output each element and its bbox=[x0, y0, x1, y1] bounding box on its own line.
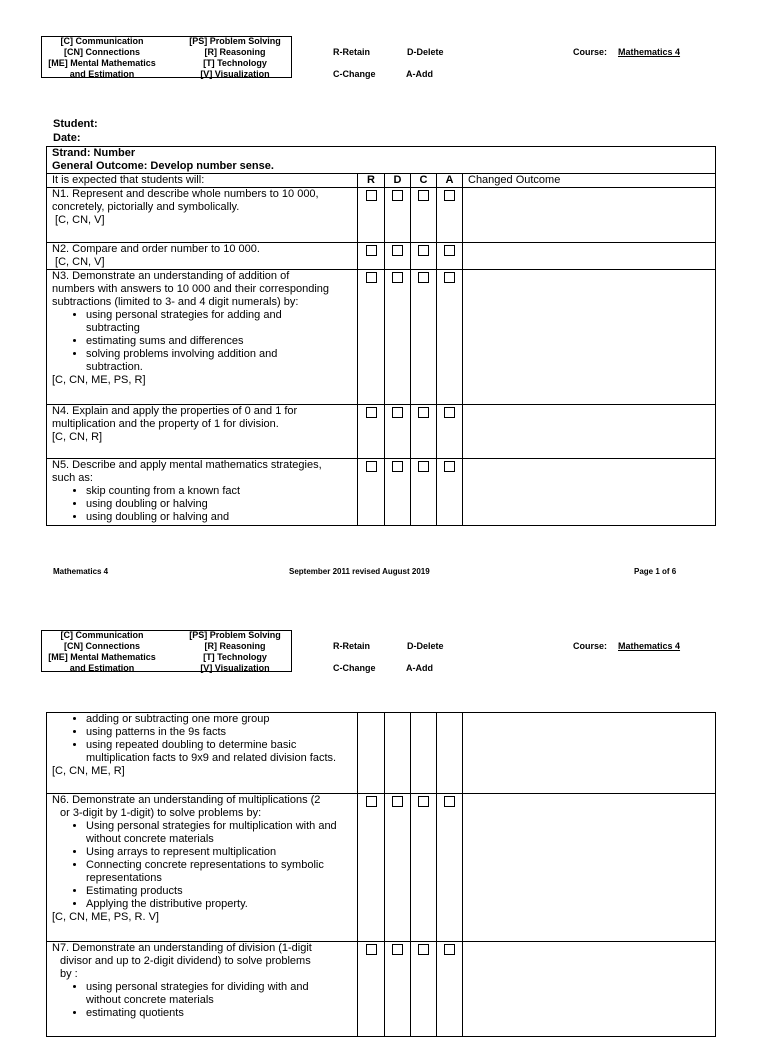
retain-checkbox[interactable] bbox=[366, 407, 377, 418]
outcome-bullets bbox=[52, 309, 352, 374]
legend-item: and Estimation bbox=[69, 69, 135, 79]
outcome-text bbox=[47, 405, 358, 459]
change-key: C-Change bbox=[333, 69, 376, 79]
footer-page-number: Page 1 of 6 bbox=[634, 567, 677, 576]
delete-cell bbox=[385, 713, 411, 794]
delete-checkbox[interactable] bbox=[392, 190, 403, 201]
legend-col-1 bbox=[47, 630, 157, 674]
expected-header: It is expected that students will: bbox=[47, 174, 358, 188]
legend-item: and Estimation bbox=[69, 663, 135, 673]
outcomes-table-page1 bbox=[46, 146, 716, 526]
outcome-line: subtractions (limited to 3- and 4 digit numerals) by: bbox=[52, 296, 299, 308]
delete-checkbox[interactable] bbox=[392, 272, 403, 283]
r-header: R bbox=[358, 174, 385, 188]
change-cell bbox=[411, 713, 437, 794]
outcome-text bbox=[47, 459, 358, 526]
legend-box bbox=[41, 630, 292, 672]
changed-header: Changed Outcome bbox=[463, 174, 716, 188]
changed-outcome-cell[interactable] bbox=[463, 942, 716, 1037]
bullet-item: • Applying the distributive property. bbox=[86, 898, 352, 911]
strand-row bbox=[47, 147, 716, 174]
outcome-text bbox=[47, 794, 358, 942]
outcome-bullets bbox=[52, 981, 352, 1020]
legend-col-1 bbox=[47, 36, 157, 80]
bullet-item: • using personal strategies for dividing with and without concrete materials bbox=[86, 981, 352, 1007]
bullet-item: • Connecting concrete representations to symbolic representations bbox=[86, 859, 352, 885]
outcome-line: divisor and up to 2-digit dividend) to solve problems bbox=[60, 955, 311, 967]
bullet-item: • Estimating products bbox=[86, 885, 352, 898]
a-header: A bbox=[437, 174, 463, 188]
outcome-row-n4 bbox=[47, 405, 716, 459]
outcome-tags: [C, CN, ME, PS, R] bbox=[52, 374, 146, 386]
change-checkbox[interactable] bbox=[418, 190, 429, 201]
bullet-item: • skip counting from a known fact bbox=[86, 485, 352, 498]
footer-course: Mathematics 4 bbox=[53, 567, 109, 576]
outcome-bullets bbox=[52, 713, 352, 765]
retain-key: R-Retain bbox=[333, 641, 371, 651]
outcome-line: by : bbox=[60, 968, 78, 980]
course-label: Course: bbox=[573, 47, 608, 57]
change-checkbox[interactable] bbox=[418, 796, 429, 807]
outcome-line: such as: bbox=[52, 472, 93, 484]
delete-checkbox[interactable] bbox=[392, 796, 403, 807]
delete-checkbox[interactable] bbox=[392, 944, 403, 955]
legend-item: [V] Visualization bbox=[200, 663, 270, 673]
add-checkbox[interactable] bbox=[444, 796, 455, 807]
outcome-line: or 3-digit by 1-digit) to solve problems by: bbox=[60, 807, 262, 819]
student-label: Student: bbox=[53, 118, 98, 130]
outcome-line: N3. Demonstrate an understanding of addition of bbox=[52, 270, 290, 282]
course-value: Mathematics 4 bbox=[618, 641, 681, 651]
legend-col-2 bbox=[185, 630, 285, 674]
outcome-line: N6. Demonstrate an understanding of multiplications (2 bbox=[52, 794, 321, 806]
add-checkbox[interactable] bbox=[444, 461, 455, 472]
changed-outcome-cell[interactable] bbox=[463, 459, 716, 526]
legend-box bbox=[41, 36, 292, 78]
changed-outcome-cell[interactable] bbox=[463, 188, 716, 243]
change-checkbox[interactable] bbox=[418, 944, 429, 955]
add-checkbox[interactable] bbox=[444, 407, 455, 418]
outcome-tags: [C, CN, ME, R] bbox=[52, 765, 125, 777]
legend-item: [PS] Problem Solving bbox=[189, 36, 281, 46]
bullet-item: • estimating quotients bbox=[86, 1007, 352, 1020]
legend-item: [T] Technology bbox=[203, 652, 267, 662]
course-label: Course: bbox=[573, 641, 608, 651]
delete-checkbox[interactable] bbox=[392, 461, 403, 472]
delete-key: D-Delete bbox=[407, 641, 444, 651]
general-outcome: General Outcome: Develop number sense. bbox=[52, 160, 274, 172]
legend-item: [V] Visualization bbox=[200, 69, 270, 79]
c-header: C bbox=[411, 174, 437, 188]
legend-item: [PS] Problem Solving bbox=[189, 630, 281, 640]
change-key: C-Change bbox=[333, 663, 376, 673]
outcome-row-n5 bbox=[47, 459, 716, 526]
change-checkbox[interactable] bbox=[418, 272, 429, 283]
add-checkbox[interactable] bbox=[444, 245, 455, 256]
retain-checkbox[interactable] bbox=[366, 190, 377, 201]
outcome-bullets bbox=[52, 485, 352, 524]
course-value: Mathematics 4 bbox=[618, 47, 681, 57]
bullet-item: • estimating sums and differences bbox=[86, 335, 352, 348]
legend-item: [CN] Connections bbox=[64, 641, 140, 651]
retain-key: R-Retain bbox=[333, 47, 371, 57]
date-label: Date: bbox=[53, 132, 81, 144]
outcome-text bbox=[47, 942, 358, 1037]
outcome-tags: [C, CN, V] bbox=[52, 214, 105, 226]
d-header: D bbox=[385, 174, 411, 188]
legend-col-2 bbox=[185, 36, 285, 80]
legend-item: [ME] Mental Mathematics bbox=[48, 58, 156, 68]
outcome-line: N5. Describe and apply mental mathematics strategies, bbox=[52, 459, 322, 471]
outcome-text bbox=[47, 243, 358, 270]
bullet-item: • Using arrays to represent multiplication bbox=[86, 846, 352, 859]
add-key: A-Add bbox=[406, 69, 433, 79]
outcome-row-n3 bbox=[47, 270, 716, 405]
outcomes-table-page2 bbox=[46, 712, 716, 1037]
outcome-line: N1. Represent and describe whole numbers to 10 000, bbox=[52, 188, 319, 200]
strand-title: Strand: Number bbox=[52, 147, 136, 159]
legend-item: [C] Communication bbox=[60, 36, 144, 46]
outcome-tags: [C, CN, ME, PS, R. V] bbox=[52, 911, 159, 923]
column-header-row bbox=[47, 174, 716, 188]
outcome-text bbox=[47, 188, 358, 243]
add-key: A-Add bbox=[406, 663, 433, 673]
outcome-row-n5-continued bbox=[47, 713, 716, 794]
outcome-bullets bbox=[52, 820, 352, 911]
retain-cell bbox=[358, 713, 385, 794]
outcome-line: numbers with answers to 10 000 and their corresponding bbox=[52, 283, 329, 295]
legend-item: [T] Technology bbox=[203, 58, 267, 68]
bullet-item: • using doubling or halving bbox=[86, 498, 352, 511]
delete-checkbox[interactable] bbox=[392, 245, 403, 256]
legend-item: [ME] Mental Mathematics bbox=[48, 652, 156, 662]
add-checkbox[interactable] bbox=[444, 944, 455, 955]
outcome-line: N4. Explain and apply the properties of 0 and 1 for bbox=[52, 405, 298, 417]
bullet-item: • using doubling or halving and bbox=[86, 511, 352, 524]
legend-item: [CN] Connections bbox=[64, 47, 140, 57]
legend-item: [R] Reasoning bbox=[204, 47, 266, 57]
outcome-line: N7. Demonstrate an understanding of division (1-digit bbox=[52, 942, 312, 954]
outcome-row-n7 bbox=[47, 942, 716, 1037]
bullet-item: • Using personal strategies for multiplication with and without concrete materials bbox=[86, 820, 352, 846]
retain-checkbox[interactable] bbox=[366, 944, 377, 955]
outcome-line: concretely, pictorially and symbolically. bbox=[52, 201, 240, 213]
retain-checkbox[interactable] bbox=[366, 245, 377, 256]
outcome-text bbox=[47, 270, 358, 405]
bullet-item: • using personal strategies for adding and subtracting bbox=[86, 309, 352, 335]
add-cell bbox=[437, 713, 463, 794]
legend-item: [C] Communication bbox=[60, 630, 144, 640]
outcome-tags: [C, CN, V] bbox=[52, 256, 105, 268]
add-checkbox[interactable] bbox=[444, 190, 455, 201]
legend-item: [R] Reasoning bbox=[204, 641, 266, 651]
retain-checkbox[interactable] bbox=[366, 796, 377, 807]
outcome-line: N2. Compare and order number to 10 000. bbox=[52, 243, 260, 255]
change-checkbox[interactable] bbox=[418, 245, 429, 256]
retain-checkbox[interactable] bbox=[366, 272, 377, 283]
changed-outcome-cell[interactable] bbox=[463, 713, 716, 794]
changed-outcome-cell[interactable] bbox=[463, 794, 716, 942]
add-checkbox[interactable] bbox=[444, 272, 455, 283]
outcome-tags: [C, CN, R] bbox=[52, 431, 103, 443]
change-checkbox[interactable] bbox=[418, 407, 429, 418]
delete-key: D-Delete bbox=[407, 47, 444, 57]
outcome-row-n2 bbox=[47, 243, 716, 270]
retain-checkbox[interactable] bbox=[366, 461, 377, 472]
bullet-item: • using repeated doubling to determine basic multiplication facts to 9x9 and related division facts. bbox=[86, 739, 352, 765]
bullet-item: • solving problems involving addition and subtraction. bbox=[86, 348, 352, 374]
changed-outcome-cell[interactable] bbox=[463, 405, 716, 459]
outcome-text bbox=[47, 713, 358, 794]
footer-date: September 2011 revised August 2019 bbox=[289, 567, 430, 576]
changed-outcome-cell[interactable] bbox=[463, 243, 716, 270]
bullet-item: • using patterns in the 9s facts bbox=[86, 726, 352, 739]
bullet-item: • adding or subtracting one more group bbox=[86, 713, 352, 726]
change-checkbox[interactable] bbox=[418, 461, 429, 472]
outcome-line: multiplication and the property of 1 for division. bbox=[52, 418, 279, 430]
outcome-row-n6 bbox=[47, 794, 716, 942]
changed-outcome-cell[interactable] bbox=[463, 270, 716, 405]
outcome-row-n1 bbox=[47, 188, 716, 243]
delete-checkbox[interactable] bbox=[392, 407, 403, 418]
